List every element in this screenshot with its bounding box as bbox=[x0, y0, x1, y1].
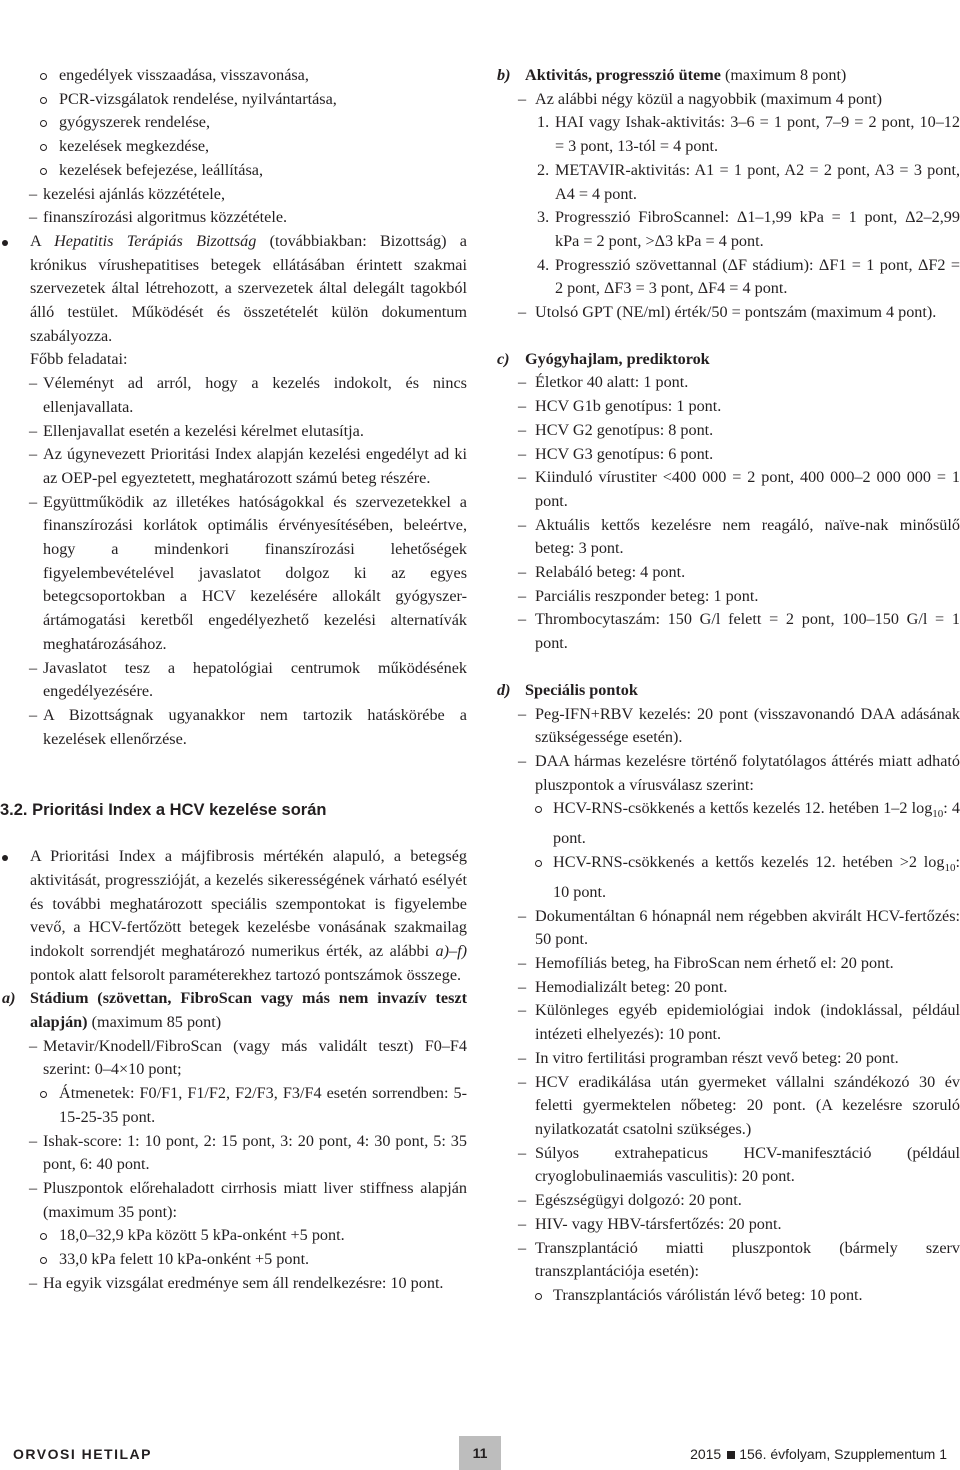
committee-name: Hepatitis Terápiás Bizottság bbox=[54, 231, 257, 250]
list-item: – Egészségügyi dolgozó: 20 pont. bbox=[497, 1189, 960, 1213]
list-item: – Az úgynevezett Prioritási Index alapján kezelési engedélyt ad ki az OEP-pel egyeztetett, meghatározott számú beteg részére. bbox=[29, 445, 467, 487]
list-item: – Hemodializált beteg: 20 pont. bbox=[497, 976, 960, 1000]
list-item: – Különleges egyéb epidemiológiai indok (indoklással, például intézeti elhelyezés): 10 pont. bbox=[518, 1001, 960, 1044]
list-item: HCV-RNS-csökkenés a kettős kezelés 12. hetében 1–2 $\log_{10}$: 4 pont. bbox=[497, 797, 960, 851]
priority-index-paragraph: A Prioritási Index a májfibrosis mértékén alapuló, a betegség aktivitását, progresszióját, a kezelés sikerességének várható esélyét és további meghatározott speciális szempontokat is figyelembe vevő, a HCV-fertőzött betegek kezelésbe vonásának szakmailag indokolt sorrendjét meghatározó numerikus érték, az alábbi a)–f) pontok alatt felsorolt paraméterekhez tartozó pontszámok összege. bbox=[30, 845, 467, 987]
dash-bullet-icon: – bbox=[29, 658, 38, 677]
list-item: 33,0 kPa felett 10 kPa-onként +5 pont. bbox=[30, 1248, 467, 1272]
dash-bullet-icon: – bbox=[518, 563, 527, 582]
dot-bullet-icon bbox=[2, 845, 8, 869]
list-item: – Relabáló beteg: 4 pont. bbox=[497, 561, 960, 585]
dash-bullet-icon: – bbox=[518, 397, 527, 416]
list-item: – Thrombocytaszám: 150 G/l felett = 2 pont, 100–150 G/l = 1 pont. bbox=[518, 610, 960, 653]
list-item: – Hemofíliás beteg, ha FibroScan nem érhető el: 20 pont. bbox=[497, 952, 960, 976]
dash-bullet-icon: – bbox=[518, 468, 527, 487]
journal-name: ORVOSI HETILAP bbox=[13, 1446, 152, 1462]
list-item: – finanszírozási algoritmus közzététele. bbox=[30, 206, 467, 230]
dash-bullet-icon: – bbox=[29, 445, 38, 464]
left-column bbox=[0, 64, 467, 1295]
list-item: – Súlyos extrahepaticus HCV-manifesztáció (például cryoglobulinaemiás vasculitis): 20 pont. bbox=[518, 1143, 960, 1186]
list-item: – HIV- vagy HBV-társfertőzés: 20 pont. bbox=[497, 1213, 960, 1237]
dash-bullet-icon: – bbox=[29, 374, 38, 393]
dash-bullet-icon: – bbox=[518, 704, 527, 723]
list-item: – Utolsó GPT (NE/ml) érték/50 = pontszám (maximum 4 pont). bbox=[497, 301, 960, 325]
list-item: – Véleményt ad arról, hogy a kezelés indokolt, és nincs ellenjavallata. bbox=[29, 374, 467, 416]
dash-bullet-icon: – bbox=[518, 1072, 527, 1091]
list-item: – Együttműködik az illetékes hatóságokkal és szervezetekkel a finanszírozási korlátok optimális érvényesítésében, beleértve, hogy a mindenkori finanszírozási lehetőségek figyelembevételével javaslatot dolgoz ki az egyes betegcsoportokban a HCV kezelésére allokált gyógyszer-ártámogatási keretből engedélyezhető kezelési alternatívák meghatározásához. bbox=[29, 492, 467, 653]
page-number: 11 bbox=[459, 1436, 501, 1470]
dash-bullet-icon: – bbox=[29, 705, 38, 724]
dash-bullet-icon: – bbox=[29, 184, 38, 203]
dash-bullet-icon: – bbox=[518, 954, 527, 973]
circle-bullet-icon bbox=[40, 1082, 47, 1106]
dash-bullet-icon: – bbox=[518, 586, 527, 605]
dash-bullet-icon: – bbox=[518, 977, 527, 996]
circle-bullet-icon bbox=[40, 111, 47, 135]
section-c-heading: c) Gyógyhajlam, prediktorok bbox=[497, 349, 710, 368]
dash-bullet-icon: – bbox=[518, 906, 527, 925]
dash-bullet-icon: – bbox=[518, 1191, 527, 1210]
circle-bullet-icon bbox=[40, 64, 47, 88]
circle-bullet-icon bbox=[40, 135, 47, 159]
list-item: gyógyszerek rendelése, bbox=[30, 111, 467, 135]
list-item: PCR-vizsgálatok rendelése, nyilvántartása, bbox=[30, 88, 467, 112]
list-item: – Parciális reszponder beteg: 1 pont. bbox=[497, 585, 960, 609]
list-item: – HCV G1b genotípus: 1 pont. bbox=[497, 395, 960, 419]
list-item: – kezelési ajánlás közzététele, bbox=[30, 183, 467, 207]
dash-bullet-icon: – bbox=[29, 1178, 38, 1197]
list-item: – Életkor 40 alatt: 1 pont. bbox=[497, 371, 960, 395]
list-item: – Kiinduló vírustiter <400 000 = 2 pont, 400 000–2 000 000 = 1 pont. bbox=[518, 468, 960, 510]
circle-bullet-icon bbox=[40, 1224, 47, 1248]
dash-bullet-icon: – bbox=[518, 420, 527, 439]
list-item: – Pluszpontok előrehaladott cirrhosis miatt liver stiffness alapján (maximum 35 pont): bbox=[29, 1178, 467, 1221]
list-item: 18,0–32,9 kPa között 5 kPa-onként +5 pont. bbox=[30, 1224, 467, 1248]
list-item: HCV-RNS-csökkenés a kettős kezelés 12. hetében >2 $\log_{10}$: 10 pont. bbox=[497, 851, 960, 905]
list-item: – Transzplantáció miatti pluszpontok (bármely szerv transzplantációja esetén): bbox=[518, 1238, 960, 1281]
circle-bullet-icon bbox=[40, 88, 47, 112]
dash-bullet-icon: – bbox=[518, 1214, 527, 1233]
dash-bullet-icon: – bbox=[29, 1131, 38, 1150]
section-heading: 3.2. Prioritási Index a HCV kezelése során bbox=[0, 801, 327, 820]
list-item: 4. Progresszió szövettannal (ΔF stádium): ΔF1 = 1 pont, ΔF2 = 2 pont, ΔF3 = 3 pont, ΔF4 = 4 pont. bbox=[537, 255, 960, 298]
list-item: – Ishak-score: 1: 10 pont, 2: 15 pont, 3: 20 pont, 4: 30 pont, 5: 35 pont, 6: 40 pont. bbox=[29, 1131, 467, 1174]
list-item: kezelések megkezdése, bbox=[30, 135, 467, 159]
dash-bullet-icon: – bbox=[29, 1036, 38, 1055]
dash-bullet-icon: – bbox=[518, 610, 527, 629]
list-item: – HCV G3 genotípus: 6 pont. bbox=[497, 443, 960, 467]
dash-bullet-icon: – bbox=[518, 444, 527, 463]
list-item: Transzplantációs várólistán lévő beteg: 10 pont. bbox=[497, 1284, 960, 1308]
dot-bullet-icon bbox=[2, 230, 8, 254]
section-d-heading: d) Speciális pontok bbox=[497, 680, 638, 699]
list-item: kezelések befejezése, leállítása, bbox=[30, 159, 467, 183]
list-item: 1. HAI vagy Ishak-aktivitás: 3–6 = 1 pont, 7–9 = 2 pont, 10–12 = 3 pont, 13-tól = 4 pont. bbox=[537, 113, 960, 156]
committee-paragraph: A Hepatitis Terápiás Bizottság (továbbiakban: Bizottság) a krónikus vírushepatitises betegek ellátásában érintett szakmai szervezetek által létrehozott, a szervezetek által delegált tagokból álló testület. Működését és összetételét külön dokumentum szabályozza. bbox=[30, 230, 467, 349]
list-item: – Az alábbi négy közül a nagyobbik (maximum 4 pont) bbox=[497, 88, 960, 112]
list-item: – HCV G2 genotípus: 8 pont. bbox=[497, 419, 960, 443]
circle-bullet-icon bbox=[40, 159, 47, 183]
dash-bullet-icon: – bbox=[518, 1048, 527, 1067]
dash-bullet-icon: – bbox=[518, 303, 527, 322]
list-item: Átmenetek: F0/F1, F1/F2, F2/F3, F3/F4 esetén sorrendben: 5-15-25-35 pont. bbox=[30, 1082, 467, 1129]
list-item: 3. Progresszió FibroScannel: Δ1–1,99 kPa = 1 pont, Δ2–2,99 kPa = 2 pont, >Δ3 kPa = 4 pont. bbox=[537, 208, 960, 250]
circle-bullet-icon bbox=[40, 1248, 47, 1272]
circle-bullet-icon bbox=[535, 851, 542, 875]
dash-bullet-icon: – bbox=[29, 208, 38, 227]
list-item: – Ha egyik vizsgálat eredménye sem áll rendelkezésre: 10 pont. bbox=[30, 1272, 467, 1296]
list-item: – A Bizottságnak ugyanakkor nem tartozik hatáskörébe a kezelések ellenőrzése. bbox=[29, 705, 467, 748]
list-item: – In vitro fertilitási programban részt vevő beteg: 20 pont. bbox=[497, 1047, 960, 1071]
right-column bbox=[497, 64, 960, 1308]
list-item: – HCV eradikálása után gyermeket vállalni szándékozó 30 év feletti gyermektelen nőbeteg: 20 pont. (A kezelésre szoruló nyilatkozatát csatolni szükséges.) bbox=[518, 1072, 960, 1138]
section-a-heading: a) Stádium (szövettan, FibroScan vagy más nem invazív teszt alapján) (maximum 85 pont) bbox=[2, 989, 467, 1032]
circle-bullet-icon bbox=[535, 1284, 542, 1308]
list-item: – Peg-IFN+RBV kezelés: 20 pont (visszavonandó DAA adásának szükségessége esetén). bbox=[518, 704, 960, 747]
dash-bullet-icon: – bbox=[518, 1001, 527, 1020]
issue-info: 2015 156. évfolyam, Szupplementum 1 bbox=[690, 1446, 947, 1462]
dash-bullet-icon: – bbox=[518, 515, 527, 534]
page-footer bbox=[0, 1445, 960, 1470]
list-item: – Javaslatot tesz a hepatológiai centrumok működésének engedélyezésére. bbox=[29, 658, 467, 701]
list-item: – DAA hármas kezelésre történő folytatólagos áttérés miatt adható pluszpontok a vírusválasz szerint: bbox=[518, 751, 960, 794]
dash-bullet-icon: – bbox=[29, 492, 38, 511]
dash-bullet-icon: – bbox=[29, 1273, 38, 1292]
dash-bullet-icon: – bbox=[518, 751, 527, 770]
square-separator-icon bbox=[727, 1451, 735, 1459]
list-item: – Ellenjavallat esetén a kezelési kérelmet elutasítja. bbox=[30, 420, 467, 444]
dash-bullet-icon: – bbox=[29, 421, 38, 440]
dash-bullet-icon: – bbox=[518, 373, 527, 392]
dash-bullet-icon: – bbox=[518, 1143, 527, 1162]
section-b-heading: b) Aktivitás, progresszió üteme (maximum 8 pont) bbox=[497, 66, 847, 84]
dash-bullet-icon: – bbox=[518, 1238, 527, 1257]
dash-bullet-icon: – bbox=[518, 89, 527, 108]
list-item: – Aktuális kettős kezelésre nem reagáló, naïve-nak minősülő beteg: 3 pont. bbox=[518, 515, 960, 558]
list-item: 2. METAVIR-aktivitás: A1 = 1 pont, A2 = 2 pont, A3 = 3 pont, A4 = 4 pont. bbox=[537, 160, 960, 203]
list-item: engedélyek visszaadása, visszavonása, bbox=[30, 64, 467, 88]
list-item: – Metavir/Knodell/FibroScan (vagy más validált teszt) F0–F4 szerint: 0–4×10 pont; bbox=[29, 1036, 467, 1079]
tasks-label: Főbb feladatai: bbox=[30, 350, 128, 369]
list-item: – Dokumentáltan 6 hónapnál nem régebben akvirált HCV-fertőzés: 50 pont. bbox=[518, 906, 960, 949]
circle-bullet-icon bbox=[535, 797, 542, 821]
